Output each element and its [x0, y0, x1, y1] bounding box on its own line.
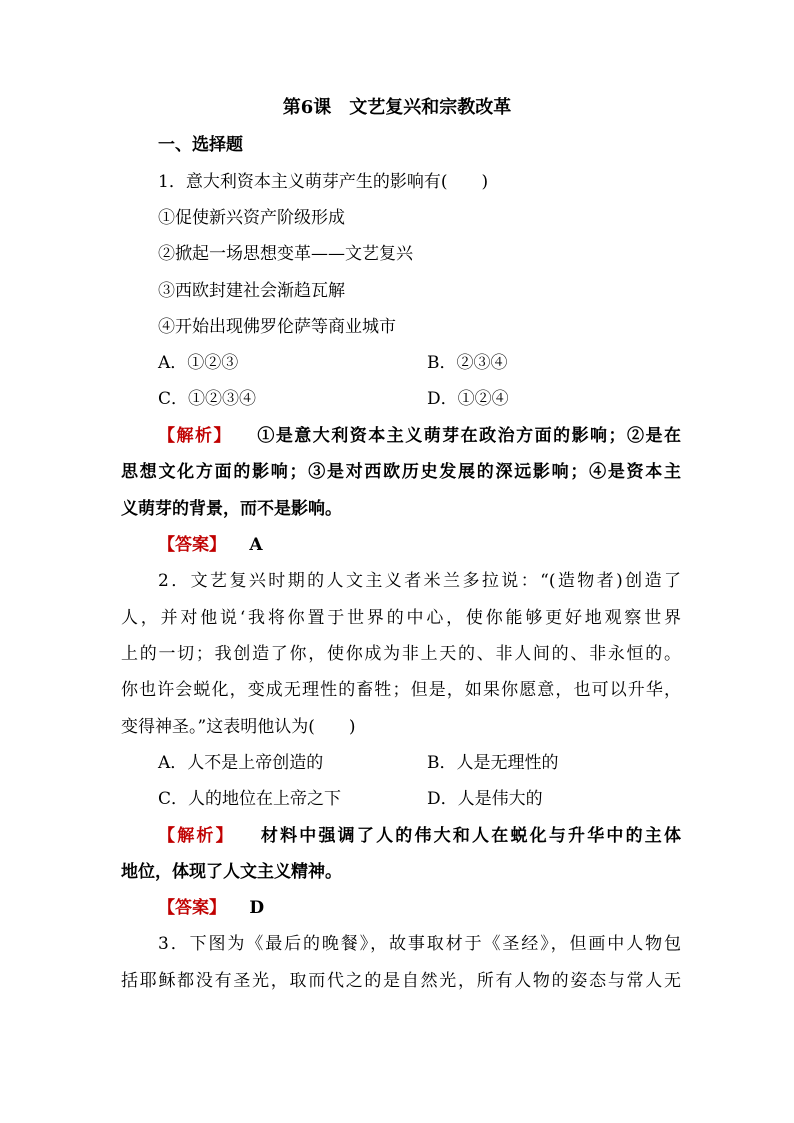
q1-options-row-1 — [158, 351, 681, 375]
q1-options-row-2 — [158, 387, 681, 411]
q2-stem-line-3: 上的一切；我创造了你，使你成为非上天的、非人间的、非永恒的。 — [121, 644, 681, 664]
q2-option-c: C．人的地位在上帝之下 — [158, 789, 342, 809]
q2-option-d: D．人是伟大的 — [427, 789, 543, 809]
q1-item-3: ③西欧封建社会渐趋瓦解 — [158, 281, 345, 301]
q3-stem-line-2: 括耶稣都没有圣光，取而代之的是自然光，所有人物的姿态与常人无 — [121, 971, 681, 991]
q1-stem: 1．意大利资本主义萌芽产生的影响有( ) — [158, 172, 489, 192]
q2-stem-line-4: 你也许会蜕化，变成无理性的畜牲；但是，如果你愿意，也可以升华， — [121, 680, 681, 700]
q2-stem-line-2: 人，并对他说‘我将你置于世界的中心，使你能够更好地观察世界 — [121, 608, 681, 628]
q1-option-a: A．①②③ — [158, 353, 239, 373]
q1-analysis-line-2: 思想文化方面的影响；③是对西欧历史发展的深远影响；④是资本主 — [121, 462, 681, 482]
q2-options-row-1 — [158, 751, 681, 775]
section-heading: 一、选择题 — [158, 135, 243, 155]
q2-stem-line-1: 2．文艺复兴时期的人文主义者米兰多拉说：“(造物者)创造了 — [158, 571, 681, 591]
q2-option-b: B．人是无理性的 — [427, 753, 559, 773]
q1-item-4: ④开始出现佛罗伦萨等商业城市 — [158, 317, 396, 337]
q2-answer-tag: 【答案】 — [158, 898, 226, 918]
q1-answer-line — [158, 533, 718, 557]
q2-analysis-tag: 【解析】 — [158, 826, 235, 846]
q2-option-a: A．人不是上帝创造的 — [158, 753, 324, 773]
page-title: 第6课 文艺复兴和宗教改革 — [282, 97, 512, 118]
q1-item-1: ①促使新兴资产阶级形成 — [158, 208, 345, 228]
q2-answer: D — [249, 898, 265, 918]
q2-analysis-text-1: 材料中强调了人的伟大和人在蜕化与升华中的主体 — [260, 826, 682, 846]
q1-answer: A — [249, 535, 263, 555]
q2-options-row-2 — [158, 787, 681, 811]
q1-answer-tag: 【答案】 — [158, 535, 226, 555]
q1-analysis-tag: 【解析】 — [158, 426, 232, 446]
q2-analysis-line-2: 地位，体现了人文主义精神。 — [121, 862, 342, 882]
q1-item-2: ②掀起一场思想变革——文艺复兴 — [158, 244, 413, 264]
q1-option-b: B．②③④ — [427, 353, 508, 373]
q2-stem-line-5: 变得神圣。”这表明他认为( ) — [121, 717, 356, 737]
q1-option-c: C．①②③④ — [158, 389, 257, 409]
q3-stem-line-1: 3．下图为《最后的晚餐》，故事取材于《圣经》，但画中人物包 — [158, 934, 681, 954]
q1-analysis-text-1: ①是意大利资本主义萌芽在政治方面的影响；②是在 — [257, 426, 681, 446]
q1-option-d: D．①②④ — [427, 389, 509, 409]
q2-analysis-line-1 — [158, 824, 681, 848]
q1-analysis-line-1 — [158, 424, 681, 448]
q1-analysis-line-3: 义萌芽的背景，而不是影响。 — [121, 499, 342, 519]
q2-answer-line — [158, 896, 718, 920]
